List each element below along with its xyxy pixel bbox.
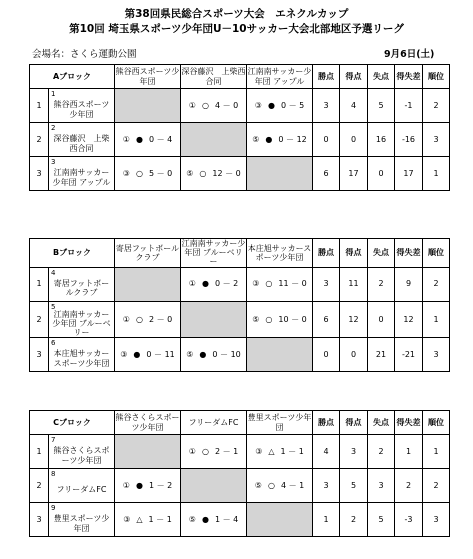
match-result: [115, 157, 181, 191]
match-score: 4 － 1: [280, 480, 305, 490]
match-number: ⑤: [252, 134, 260, 144]
stat-header: 失点: [368, 411, 395, 435]
table-row: [30, 503, 450, 537]
stat-header: 失点: [368, 239, 395, 268]
header-row: [30, 411, 450, 435]
result-symbol: ○: [201, 446, 209, 456]
table-row: [30, 157, 450, 191]
match-result: [247, 469, 313, 503]
row-number: 2: [30, 123, 49, 157]
match-result: [247, 89, 313, 123]
team-name: 深谷藤沢 上柴西合同: [53, 134, 110, 153]
match-number: ③: [120, 350, 128, 360]
self-match-cell: [115, 435, 181, 469]
self-match-cell: [181, 123, 247, 157]
stat-value: 12: [395, 301, 423, 338]
stat-value: 5: [368, 89, 395, 123]
result-symbol: ○: [201, 100, 209, 110]
match-result: [115, 469, 181, 503]
row-number: 2: [30, 469, 49, 503]
block-name: Cブロック: [30, 411, 115, 435]
team-name-cell: [49, 435, 115, 469]
match-result: [181, 435, 247, 469]
team-number: 8: [51, 470, 56, 478]
stat-value: 2: [368, 267, 395, 301]
match-score: 12 － 0: [212, 168, 241, 178]
match-result: [115, 503, 181, 537]
stat-value: 2: [423, 89, 450, 123]
stat-value: 17: [340, 157, 368, 191]
match-result: [247, 123, 313, 157]
team-name-cell: [49, 123, 115, 157]
stat-value: 17: [395, 157, 423, 191]
row-number: 2: [30, 301, 49, 338]
match-result: [181, 503, 247, 537]
header-row: [30, 239, 450, 268]
match-number: ①: [188, 279, 196, 289]
team-name-cell: [49, 157, 115, 191]
table-row: [30, 435, 450, 469]
team-name: 熊谷西スポーツ少年団: [53, 100, 110, 119]
stat-value: 3: [423, 123, 450, 157]
stat-value: 9: [395, 267, 423, 301]
column-team-header: 寄居フットボールクラブ: [115, 239, 181, 268]
team-name: 本庄旭サッカースポーツ少年団: [53, 349, 110, 368]
match-result: [247, 301, 313, 338]
self-match-cell: [115, 267, 181, 301]
result-symbol: ●: [265, 134, 273, 144]
result-symbol: △: [136, 514, 143, 524]
stat-value: 4: [313, 435, 340, 469]
result-symbol: ○: [265, 279, 273, 289]
column-team-header: 熊谷さくらスポーツ少年団: [115, 411, 181, 435]
team-name: 熊谷さくらスポーツ少年団: [53, 446, 110, 465]
match-number: ⑤: [186, 350, 194, 360]
match-result: [115, 301, 181, 338]
stat-value: 2: [340, 503, 368, 537]
match-score: 0 － 2: [214, 279, 239, 289]
stat-value: 2: [423, 267, 450, 301]
row-number: 1: [30, 89, 49, 123]
team-name-cell: [49, 503, 115, 537]
stat-value: 1: [423, 301, 450, 338]
row-number: 1: [30, 435, 49, 469]
match-number: ⑤: [254, 480, 262, 490]
header-row: [30, 65, 450, 89]
stat-value: 16: [368, 123, 395, 157]
table-row: [30, 301, 450, 338]
stat-value: 0: [340, 338, 368, 372]
match-score: 0 － 5: [280, 100, 305, 110]
team-number: 4: [51, 268, 56, 277]
column-team-header: 江南南サッカー少年団 ブルーベリー: [181, 239, 246, 267]
match-result: [115, 338, 181, 372]
stat-value: 0: [313, 338, 340, 372]
stat-header: 順位: [423, 239, 450, 268]
team-name: 江南南サッカー少年団 ブルーベリー: [52, 309, 111, 337]
table-row: [30, 123, 450, 157]
stat-header: 得失差: [395, 65, 423, 89]
self-match-cell: [181, 469, 247, 503]
match-score: 2 － 0: [148, 314, 173, 324]
page-title: 第38回県民総合スポーツ大会 エネクルカップ: [124, 8, 349, 20]
stat-value: 1: [395, 435, 423, 469]
stat-value: 1: [313, 503, 340, 537]
team-name: 寄居フットボールクラブ: [53, 278, 110, 298]
match-number: ①: [122, 314, 130, 324]
table-row: [30, 338, 450, 372]
row-number: 3: [30, 338, 49, 372]
match-score: 0 － 12: [278, 134, 307, 144]
block-table: [29, 410, 450, 537]
match-score: 10 － 0: [278, 314, 307, 324]
match-result: [181, 267, 247, 301]
block-table: [29, 238, 450, 372]
stat-value: 5: [340, 469, 368, 503]
stat-header: 順位: [423, 411, 450, 435]
stat-value: 6: [313, 301, 340, 338]
result-symbol: ●: [135, 480, 143, 490]
block-name: Bブロック: [30, 239, 115, 268]
team-name: 豊里スポーツ少年団: [53, 514, 110, 533]
team-name-cell: [49, 301, 115, 338]
team-name-cell: [49, 338, 115, 372]
match-score: 1 － 1: [280, 446, 304, 456]
stat-header: 得点: [340, 411, 368, 435]
team-number: 3: [51, 158, 56, 166]
result-symbol: ●: [199, 350, 207, 360]
stat-value: 2: [368, 435, 395, 469]
stat-value: -3: [395, 503, 423, 537]
result-symbol: ○: [135, 314, 143, 324]
self-match-cell: [247, 503, 313, 537]
team-number: 6: [51, 339, 56, 348]
match-number: ③: [255, 446, 263, 456]
stat-header: 失点: [368, 65, 395, 89]
date-label: 9月6日(土): [384, 49, 435, 60]
self-match-cell: [247, 338, 313, 372]
row-number: 3: [30, 157, 49, 191]
stat-value: 12: [340, 301, 368, 338]
team-name: フリーダムFC: [56, 484, 107, 494]
stat-value: 3: [313, 267, 340, 301]
match-score: 0 － 4: [148, 134, 173, 144]
stat-value: 2: [423, 469, 450, 503]
stat-header: 得点: [340, 65, 368, 89]
stat-value: 3: [368, 469, 395, 503]
match-number: ③: [254, 100, 262, 110]
match-result: [247, 435, 313, 469]
stat-value: 3: [340, 435, 368, 469]
block-table: [29, 64, 450, 191]
stat-header: 順位: [423, 65, 450, 89]
team-number: 5: [51, 302, 56, 311]
stat-value: 1: [423, 157, 450, 191]
match-number: ③: [122, 168, 130, 178]
block-name: Aブロック: [30, 65, 115, 89]
match-number: ①: [188, 446, 196, 456]
stat-value: 1: [423, 435, 450, 469]
page-subtitle: 第10回 埼玉県スポーツ少年団U－10サッカー大会北部地区予選リーグ: [69, 23, 404, 35]
venue-label: 会場名：さくら運動公園: [32, 49, 137, 60]
stat-value: 0: [313, 123, 340, 157]
match-score: 11 － 0: [278, 279, 307, 289]
result-symbol: ○: [267, 480, 275, 490]
team-number: 9: [51, 504, 56, 512]
result-symbol: ●: [135, 134, 143, 144]
team-name-cell: [49, 469, 115, 503]
team-name-cell: [49, 267, 115, 301]
stat-header: 得点: [340, 239, 368, 268]
result-symbol: ○: [135, 168, 143, 178]
match-score: 1 － 2: [148, 480, 173, 490]
column-team-header: 江南南サッカー少年団 アップル: [247, 65, 313, 89]
stat-value: 3: [313, 469, 340, 503]
match-number: ⑤: [188, 514, 196, 524]
stat-value: 5: [368, 503, 395, 537]
match-number: ①: [122, 134, 130, 144]
column-team-header: 本庄旭サッカースポーツ少年団: [247, 239, 313, 268]
result-symbol: ○: [199, 168, 207, 178]
match-result: [181, 338, 247, 372]
stat-value: -16: [395, 123, 423, 157]
stat-header: 得失差: [395, 411, 423, 435]
column-team-header: 熊谷西スポーツ少年団: [115, 65, 181, 89]
team-name-cell: [49, 89, 115, 123]
result-symbol: ○: [265, 314, 273, 324]
stat-header: 勝点: [313, 411, 340, 435]
match-score: 1 － 4: [214, 514, 239, 524]
stat-header: 勝点: [313, 65, 340, 89]
stat-value: 0: [368, 301, 395, 338]
stat-value: 11: [340, 267, 368, 301]
team-name: 江南南サッカー少年団 アップル: [52, 168, 111, 187]
stat-value: 2: [395, 469, 423, 503]
stat-value: 4: [340, 89, 368, 123]
column-team-header: 深谷藤沢 上柴西 合同: [181, 65, 247, 89]
match-number: ⑤: [252, 314, 260, 324]
stat-value: 3: [423, 503, 450, 537]
match-score: 0 － 10: [212, 350, 241, 360]
self-match-cell: [181, 301, 247, 338]
row-number: 3: [30, 503, 49, 537]
stat-value: 0: [340, 123, 368, 157]
match-result: [115, 123, 181, 157]
match-score: 2 － 1: [214, 446, 239, 456]
result-symbol: ●: [201, 279, 209, 289]
match-score: 4 － 0: [214, 100, 239, 110]
table-row: [30, 469, 450, 503]
match-score: 5 － 0: [148, 168, 173, 178]
match-number: ①: [188, 100, 196, 110]
stat-value: 21: [368, 338, 395, 372]
stat-value: 3: [313, 89, 340, 123]
column-team-header: 豊里スポーツ少年団: [247, 411, 313, 435]
self-match-cell: [115, 89, 181, 123]
match-result: [181, 89, 247, 123]
match-score: 0 － 11: [146, 350, 175, 360]
stat-value: -21: [395, 338, 423, 372]
stat-value: -1: [395, 89, 423, 123]
team-number: 1: [51, 90, 56, 98]
row-number: 1: [30, 267, 49, 301]
result-symbol: ●: [133, 350, 141, 360]
match-number: ⑤: [186, 168, 194, 178]
table-row: [30, 267, 450, 301]
column-team-header: フリーダムFC: [181, 411, 247, 435]
result-symbol: ●: [267, 100, 275, 110]
result-symbol: ●: [201, 514, 209, 524]
match-number: ①: [122, 480, 130, 490]
team-number: 7: [51, 436, 56, 444]
match-number: ③: [252, 279, 260, 289]
table-row: [30, 89, 450, 123]
match-result: [181, 157, 247, 191]
stat-value: 0: [368, 157, 395, 191]
team-number: 2: [51, 124, 56, 132]
stat-value: 3: [423, 338, 450, 372]
self-match-cell: [247, 157, 313, 191]
stat-header: 得失差: [395, 239, 423, 268]
match-number: ③: [123, 514, 131, 524]
match-score: 1 － 1: [148, 514, 172, 524]
match-result: [247, 267, 313, 301]
stat-value: 6: [313, 157, 340, 191]
result-symbol: △: [268, 446, 275, 456]
stat-header: 勝点: [313, 239, 340, 268]
